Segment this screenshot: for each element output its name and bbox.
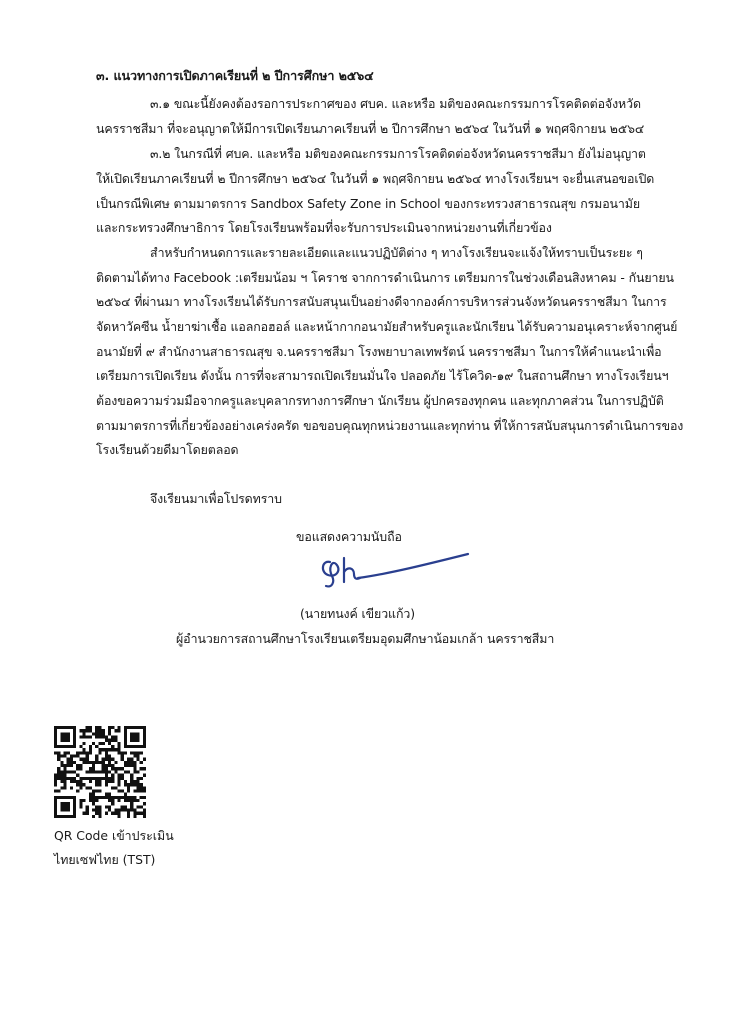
signature-image [318,548,488,598]
paragraph-line: ๒๕๖๔ ที่ผ่านมา ทางโรงเรียนได้รับการสนับสนุนเป็นอย่างดีจากองค์การบริหารส่วนจังหวัดนครราชสีมา ในการ [96,294,667,309]
closing-line: จึงเรียนมาเพื่อโปรดทราบ [150,491,282,506]
qr-code-image[interactable] [54,726,146,818]
paragraph-line: เตรียมการเปิดเรียน ดังนั้น การที่จะสามารถเปิดเรียนมั่นใจ ปลอดภัย ไร้โควิด-๑๙ ในสถานศึกษา ทางโรงเรียนฯ [96,368,669,383]
section-heading: ๓. แนวทางการเปิดภาคเรียนที่ ๒ ปีการศึกษา ๒๕๖๔ [96,68,374,83]
paragraph-line: นครราชสีมา ที่จะอนุญาตให้มีการเปิดเรียนภาคเรียนที่ ๒ ปีการศึกษา ๒๕๖๔ ในวันที่ ๑ พฤศจิกายน ๒๕๖๔ [96,121,645,136]
salutation: ขอแสดงความนับถือ [296,529,402,544]
signer-name: (นายทนงค์ เขียวแก้ว) [300,606,415,621]
qr-caption-line1: QR Code เข้าประเมิน [54,828,174,843]
paragraph-line: ให้เปิดเรียนภาคเรียนที่ ๒ ปีการศึกษา ๒๕๖๔ ในวันที่ ๑ พฤศจิกายน ๒๕๖๔ ทางโรงเรียนฯ จะยื่นเสนอขอเปิด [96,171,655,186]
qr-caption-line2: ไทยเซฟไทย (TST) [54,852,156,867]
paragraph-line: จัดหาวัคซีน น้ำยาฆ่าเชื้อ แอลกอฮอล์ และหน้ากากอนามัยสำหรับครูและนักเรียน ได้รับความอนุเคราะห์จากศูนย์ [96,319,678,334]
paragraph-line: โรงเรียนด้วยดีมาโดยตลอด [96,442,239,457]
paragraph-line: ต้องขอความร่วมมือจากครูและบุคลากรทางการศึกษา นักเรียน ผู้ปกครองทุกคน และทุกภาคส่วน ในการปฏิบัติ [96,393,664,408]
paragraph-line: และกระทรวงศึกษาธิการ โดยโรงเรียนพร้อมที่จะรับการประเมินจากหน่วยงานที่เกี่ยวข้อง [96,220,552,235]
signer-title: ผู้อำนวยการสถานศึกษาโรงเรียนเตรียมอุดมศึกษาน้อมเกล้า นครราชสีมา [176,631,555,646]
paragraph-line: ตามมาตรการที่เกี่ยวข้องอย่างเคร่งครัด ขอขอบคุณทุกหน่วยงานและทุกท่าน ที่ให้การสนับสนุนการดำเนินการของ [96,418,684,433]
paragraph-line: อนามัยที่ ๙ สำนักงานสาธารณสุข จ.นครราชสีมา โรงพยาบาลเทพรัตน์ นครราชสีมา ในการให้คำแนะนำเพื่อ [96,344,662,359]
paragraph-line: เป็นกรณีพิเศษ ตามมาตรการ Sandbox Safety Zone in School ของกระทรวงสาธารณสุข กรมอนามัย [96,196,641,211]
paragraph-line: ติดตามได้ทาง Facebook :เตรียมน้อม ฯ โคราช จากการดำเนินการ เตรียมการในช่วงเดือนสิงหาคม - กันยายน [96,270,674,285]
paragraph-line: ๓.๑ ขณะนี้ยังคงต้องรอการประกาศของ ศบค. และหรือ มติของคณะกรรมการโรคติดต่อจังหวัด [150,96,641,111]
paragraph-line: ๓.๒ ในกรณีที่ ศบค. และหรือ มติของคณะกรรมการโรคติดต่อจังหวัดนครราชสีมา ยังไม่อนุญาต [150,146,646,161]
paragraph-line: สำหรับกำหนดการและรายละเอียดและแนวปฏิบัติต่าง ๆ ทางโรงเรียนจะแจ้งให้ทราบเป็นระยะ ๆ [150,245,643,260]
